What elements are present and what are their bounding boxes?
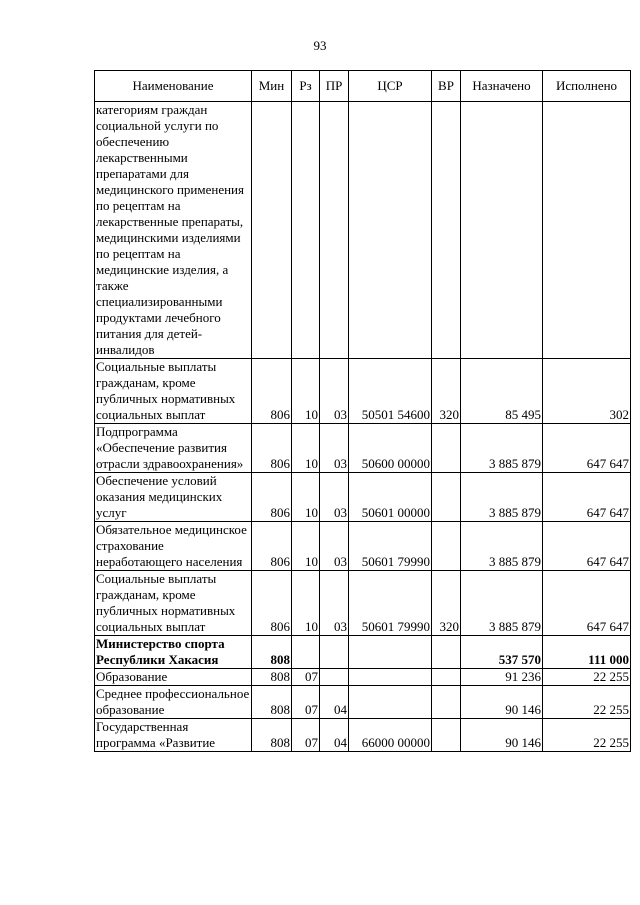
cell-min: 808 (252, 636, 292, 669)
cell-vr (432, 669, 461, 686)
table-row (95, 636, 631, 669)
table-row (95, 719, 631, 752)
cell-name: Обязательное медицинское страхование неработающего населения (95, 522, 252, 571)
cell-executed: 302 (543, 359, 631, 424)
cell-name: Обеспечение условий оказания медицинских услуг (95, 473, 252, 522)
cell-rz (292, 102, 320, 359)
table-row (95, 522, 631, 571)
cell-name: Подпрограмма «Обеспечение развития отрасли здравоохранения» (95, 424, 252, 473)
cell-vr (432, 102, 461, 359)
header-rz: Рз (292, 71, 320, 102)
cell-min: 806 (252, 473, 292, 522)
cell-rz: 07 (292, 669, 320, 686)
cell-name: Государственная программа «Развитие (95, 719, 252, 752)
cell-rz (292, 636, 320, 669)
cell-csr (349, 102, 432, 359)
cell-pr (320, 102, 349, 359)
cell-pr: 03 (320, 473, 349, 522)
cell-name: Среднее профессиональное образование (95, 686, 252, 719)
cell-rz: 10 (292, 473, 320, 522)
cell-rz: 10 (292, 424, 320, 473)
cell-csr (349, 669, 432, 686)
cell-name: Министерство спорта Республики Хакасия (95, 636, 252, 669)
cell-assigned: 90 146 (461, 719, 543, 752)
cell-vr: 320 (432, 359, 461, 424)
cell-vr (432, 473, 461, 522)
cell-name: Образование (95, 669, 252, 686)
cell-pr: 03 (320, 522, 349, 571)
table-body (95, 102, 631, 752)
budget-table (94, 70, 631, 752)
cell-vr (432, 719, 461, 752)
header-assigned: Назначено (461, 71, 543, 102)
cell-vr (432, 636, 461, 669)
cell-pr: 04 (320, 719, 349, 752)
cell-assigned (461, 102, 543, 359)
cell-rz: 10 (292, 571, 320, 636)
cell-min: 806 (252, 359, 292, 424)
cell-vr (432, 522, 461, 571)
cell-min: 806 (252, 424, 292, 473)
cell-csr: 50501 54600 (349, 359, 432, 424)
table-header-row (95, 71, 631, 102)
cell-csr: 50601 00000 (349, 473, 432, 522)
header-vr: ВР (432, 71, 461, 102)
cell-assigned: 85 495 (461, 359, 543, 424)
cell-pr: 03 (320, 424, 349, 473)
cell-executed: 22 255 (543, 719, 631, 752)
cell-min: 808 (252, 686, 292, 719)
cell-pr: 04 (320, 686, 349, 719)
cell-executed: 647 647 (543, 424, 631, 473)
cell-assigned: 3 885 879 (461, 424, 543, 473)
table-row (95, 359, 631, 424)
cell-assigned: 3 885 879 (461, 473, 543, 522)
cell-executed: 647 647 (543, 473, 631, 522)
header-name: Наименование (95, 71, 252, 102)
cell-rz: 10 (292, 522, 320, 571)
cell-min: 808 (252, 719, 292, 752)
cell-pr (320, 669, 349, 686)
table-row (95, 102, 631, 359)
cell-assigned: 537 570 (461, 636, 543, 669)
cell-assigned: 3 885 879 (461, 571, 543, 636)
cell-csr (349, 636, 432, 669)
cell-executed: 647 647 (543, 571, 631, 636)
cell-name: Социальные выплаты гражданам, кроме публичных нормативных социальных выплат (95, 571, 252, 636)
cell-csr (349, 686, 432, 719)
cell-csr: 50601 79990 (349, 522, 432, 571)
cell-min: 808 (252, 669, 292, 686)
cell-assigned: 3 885 879 (461, 522, 543, 571)
cell-name: Социальные выплаты гражданам, кроме публичных нормативных социальных выплат (95, 359, 252, 424)
cell-rz: 07 (292, 719, 320, 752)
table-row (95, 473, 631, 522)
cell-min: 806 (252, 522, 292, 571)
header-csr: ЦСР (349, 71, 432, 102)
header-min: Мин (252, 71, 292, 102)
cell-pr: 03 (320, 359, 349, 424)
cell-rz: 10 (292, 359, 320, 424)
cell-csr: 66000 00000 (349, 719, 432, 752)
cell-executed: 22 255 (543, 669, 631, 686)
table-row (95, 686, 631, 719)
cell-executed (543, 102, 631, 359)
cell-vr (432, 686, 461, 719)
cell-assigned: 91 236 (461, 669, 543, 686)
table-row (95, 669, 631, 686)
header-executed: Исполнено (543, 71, 631, 102)
cell-vr (432, 424, 461, 473)
cell-csr: 50600 00000 (349, 424, 432, 473)
cell-min (252, 102, 292, 359)
header-pr: ПР (320, 71, 349, 102)
cell-executed: 111 000 (543, 636, 631, 669)
cell-assigned: 90 146 (461, 686, 543, 719)
cell-pr: 03 (320, 571, 349, 636)
cell-name: категориям граждан социальной услуги по обеспечению лекарственными препаратами для медицинского применения по рецептам на лекарственные препараты, медицинскими изделиями по рецептам на медицинские изделия, а также специализированными продуктами лечебного питания для детей-инвалидов (95, 102, 252, 359)
cell-rz: 07 (292, 686, 320, 719)
cell-pr (320, 636, 349, 669)
page-number: 93 (313, 38, 327, 53)
table-row (95, 424, 631, 473)
cell-min: 806 (252, 571, 292, 636)
cell-csr: 50601 79990 (349, 571, 432, 636)
table-row (95, 571, 631, 636)
cell-vr: 320 (432, 571, 461, 636)
cell-executed: 647 647 (543, 522, 631, 571)
cell-executed: 22 255 (543, 686, 631, 719)
